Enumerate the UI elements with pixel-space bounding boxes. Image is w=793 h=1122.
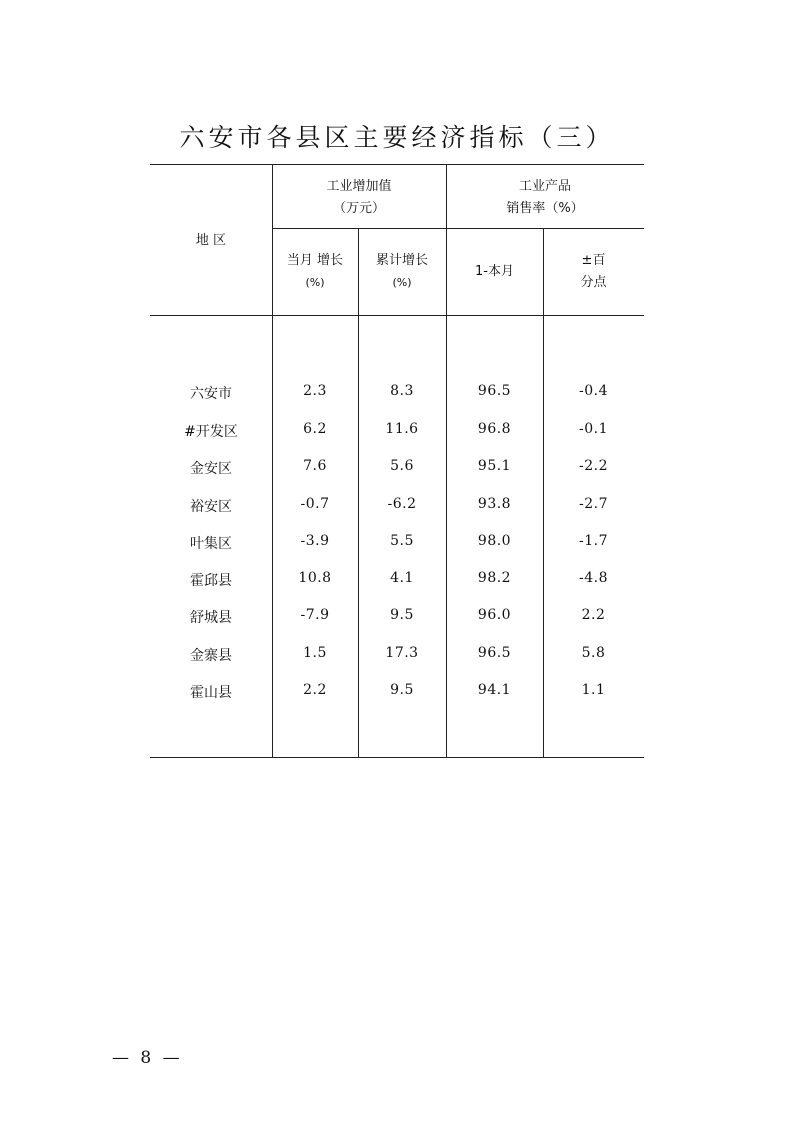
header-group1-line2: （万元） — [332, 201, 385, 216]
row-pp: 1.1 — [581, 682, 606, 698]
header-ytd: 1-本月 — [475, 264, 514, 279]
row-monthly: -3.9 — [300, 533, 330, 549]
header-group1-line1: 工业增加值 — [326, 179, 392, 194]
row-region: 六安市 — [190, 386, 232, 402]
header-group2-line2: 销售率（%） — [506, 201, 584, 216]
row-pp: -0.1 — [579, 421, 608, 437]
header-cumulative-line2: (%) — [392, 276, 412, 289]
row-ytd: 95.1 — [477, 458, 512, 474]
header-group2-line1: 工业产品 — [518, 179, 571, 194]
header-industrial-value-added — [272, 176, 446, 220]
header-pp-line2: 分点 — [580, 275, 607, 290]
row-region: 舒城县 — [190, 610, 232, 626]
row-cumulative: 17.3 — [385, 645, 419, 661]
header-pp-line1: ±百 — [581, 253, 606, 268]
row-cumulative: 9.5 — [390, 607, 414, 623]
row-monthly: 7.6 — [303, 458, 327, 474]
header-percentage-points — [543, 250, 644, 294]
header-cumulative-line1: 累计增长 — [375, 253, 428, 268]
header-monthly-line2: (%) — [305, 276, 325, 289]
table-bottom-rule — [150, 757, 644, 758]
row-ytd: 96.5 — [477, 645, 512, 661]
row-region: 霍山县 — [190, 685, 232, 701]
header-monthly-line1: 当月 增长 — [286, 253, 344, 268]
row-monthly: -0.7 — [300, 496, 330, 512]
table-top-rule — [150, 164, 644, 165]
row-pp: -0.4 — [579, 383, 608, 399]
row-cumulative: 5.5 — [390, 533, 414, 549]
header-sub-rule — [272, 228, 644, 229]
row-monthly: 6.2 — [303, 421, 327, 437]
row-cumulative: 4.1 — [390, 570, 414, 586]
row-region: 霍邱县 — [190, 573, 232, 589]
row-pp: -1.7 — [579, 533, 608, 549]
row-cumulative: 9.5 — [390, 682, 414, 698]
row-monthly: 2.2 — [303, 682, 327, 698]
header-region: 地 区 — [195, 233, 227, 248]
column-divider — [358, 228, 359, 757]
row-monthly: -7.9 — [300, 607, 330, 623]
page-number: — 8 — — [112, 1048, 183, 1068]
column-divider — [543, 228, 544, 757]
row-region: 金寨县 — [190, 648, 232, 664]
row-region: #开发区 — [184, 424, 238, 440]
row-monthly: 2.3 — [303, 383, 327, 399]
row-ytd: 98.2 — [477, 570, 512, 586]
header-cumulative-growth — [358, 250, 446, 294]
row-pp: -2.7 — [579, 496, 608, 512]
row-ytd: 96.0 — [477, 607, 512, 623]
row-cumulative: 11.6 — [385, 421, 419, 437]
row-cumulative: -6.2 — [387, 496, 417, 512]
header-sales-rate — [446, 176, 644, 220]
row-region: 叶集区 — [190, 536, 232, 552]
row-pp: 2.2 — [581, 607, 606, 623]
header-bottom-rule — [150, 315, 644, 316]
row-ytd: 96.5 — [477, 383, 512, 399]
row-ytd: 94.1 — [477, 682, 512, 698]
row-ytd: 93.8 — [477, 496, 512, 512]
row-cumulative: 8.3 — [390, 383, 414, 399]
row-region: 金安区 — [190, 461, 232, 477]
row-region: 裕安区 — [190, 499, 232, 515]
row-monthly: 1.5 — [303, 645, 327, 661]
row-cumulative: 5.6 — [390, 458, 414, 474]
row-ytd: 98.0 — [477, 533, 512, 549]
header-monthly-growth — [272, 250, 358, 294]
page-title: 六安市各县区主要经济指标（三） — [179, 123, 615, 152]
row-pp: 5.8 — [581, 645, 606, 661]
row-pp: -2.2 — [579, 458, 608, 474]
row-monthly: 10.8 — [298, 570, 332, 586]
row-ytd: 96.8 — [477, 421, 512, 437]
row-pp: -4.8 — [579, 570, 608, 586]
